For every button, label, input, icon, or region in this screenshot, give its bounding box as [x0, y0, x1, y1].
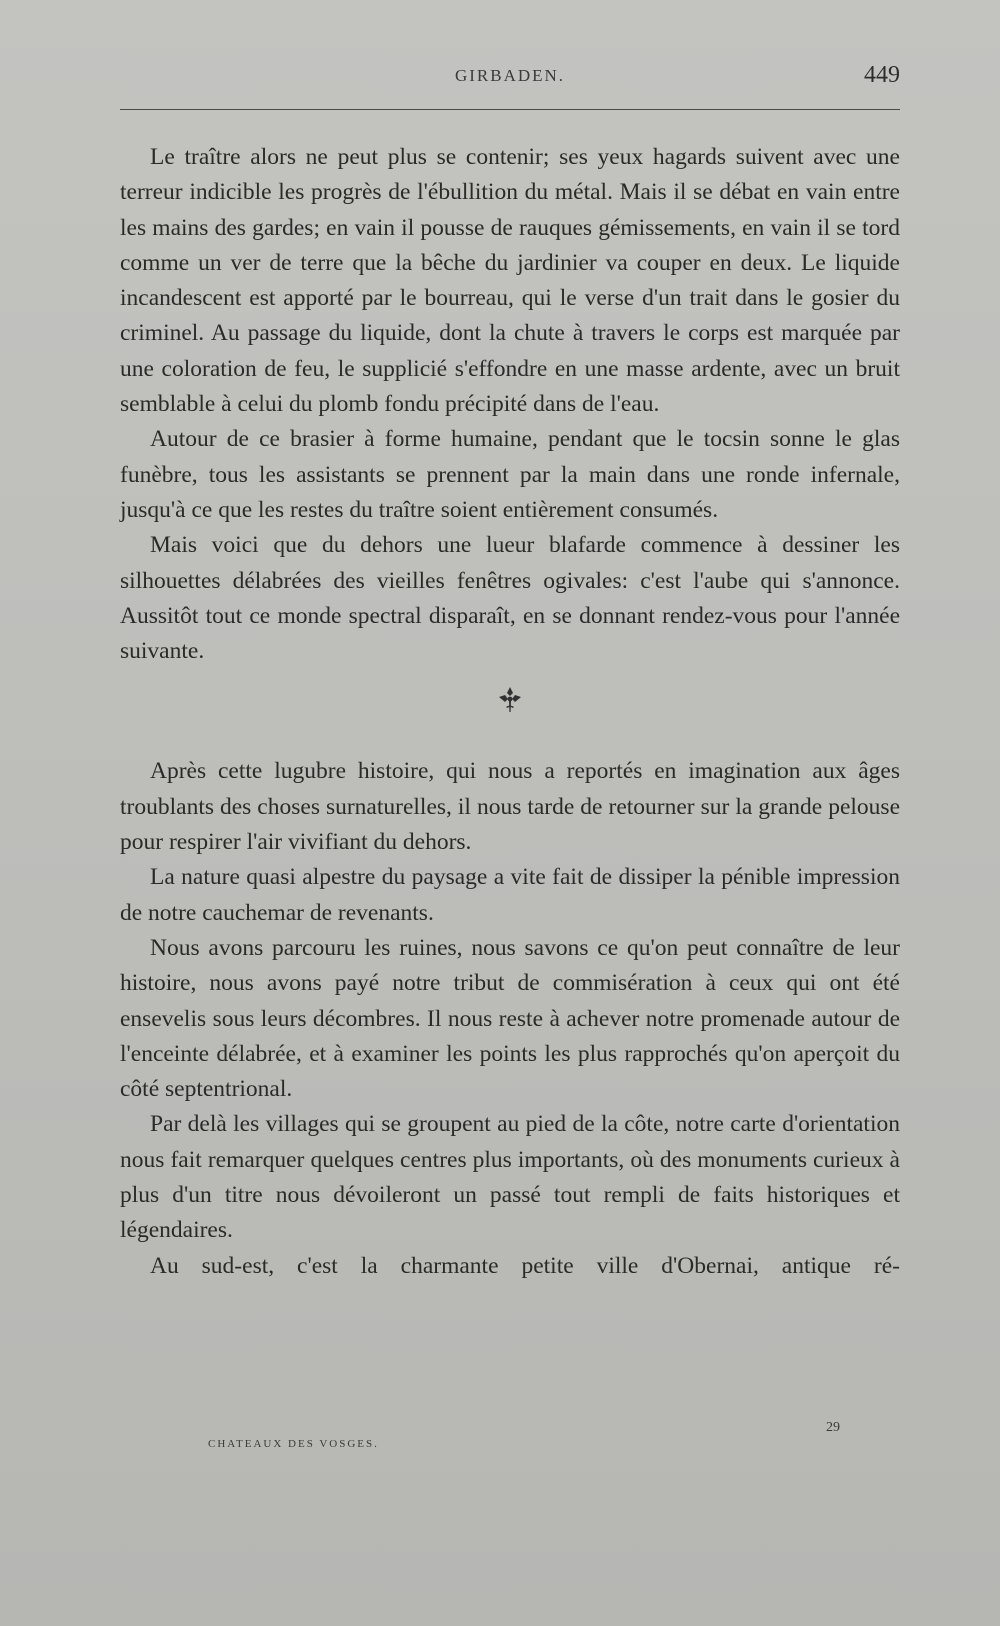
paragraph: Le traître alors ne peut plus se contenir; ses yeux hagards suivent avec une terreur indicible les progrès de l'ébullition du métal. Mais il se débat en vain entre les mains des gardes; en vain il pousse de rauques gémissements, en vain il se tord comme un ver de terre que la bêche du jardinier va couper en deux. Le liquide incandescent est apporté par le bourreau, qui le verse d'un trait dans le gosier du criminel. Au passage du liquide, dont la chute à travers le corps est marquée par une coloration de feu, le supplicié s'effondre en une masse ardente, avec un bruit semblable à celui du plomb fondu précipité dans de l'eau.	[120, 144, 900, 418]
paragraph: Au sud-est, c'est la charmante petite ville d'Obernai, antique ré-	[150, 1252, 900, 1279]
header-rule	[120, 109, 900, 110]
paragraph: Autour de ce brasier à forme humaine, pendant que le tocsin sonne le glas funèbre, tous les assistants se prennent par la main dans une ronde infernale, jusqu'à ce que les restes du traître soient entièrement consumés.	[120, 426, 900, 523]
paragraph: La nature quasi alpestre du paysage a vite fait de dissiper la pénible impression de notre cauchemar de revenants.	[120, 864, 900, 926]
body-text	[120, 140, 900, 1284]
signature-mark: 29	[826, 1420, 840, 1435]
paragraph: Mais voici que du dehors une lueur blafarde commence à dessiner les silhouettes délabrées des vieilles fenêtres ogivales: c'est l'aube qui s'annonce. Aussitôt tout ce monde spectral disparaît, en se donnant rendez-vous pour l'année suivante.	[120, 532, 900, 665]
fleuron-ornament-icon-svg	[496, 685, 524, 715]
fleuron-ornament-icon	[120, 669, 900, 754]
page-footer	[120, 1420, 840, 1460]
page-number: 449	[864, 62, 900, 88]
paragraph: Nous avons parcouru les ruines, nous savons ce qu'on peut connaître de leur histoire, nous avons payé notre tribut de commisération à ceux qui ont été ensevelis sous leurs décombres. Il nous reste à achever notre promenade autour de l'enceinte délabrée, et à examiner les points les plus rapprochés qu'on aperçoit du côté septentrional.	[120, 934, 900, 1103]
footer-book-title: CHATEAUX DES VOSGES.	[208, 1438, 379, 1450]
page-header	[120, 62, 900, 94]
paragraph: Après cette lugubre histoire, qui nous a reportés en imagination aux âges troublants des choses surnaturelles, il nous tarde de retourner sur la grande pelouse pour respirer l'air vivifiant du dehors.	[120, 758, 900, 856]
running-title: GIRBADEN.	[454, 66, 566, 85]
paragraph: Par delà les villages qui se groupent au pied de la côte, notre carte d'orientation nous fait remarquer quelques centres plus importants, où des monuments curieux à plus d'un titre nous dévoileront un passé tout rempli de faits historiques et légendaires.	[120, 1111, 900, 1244]
